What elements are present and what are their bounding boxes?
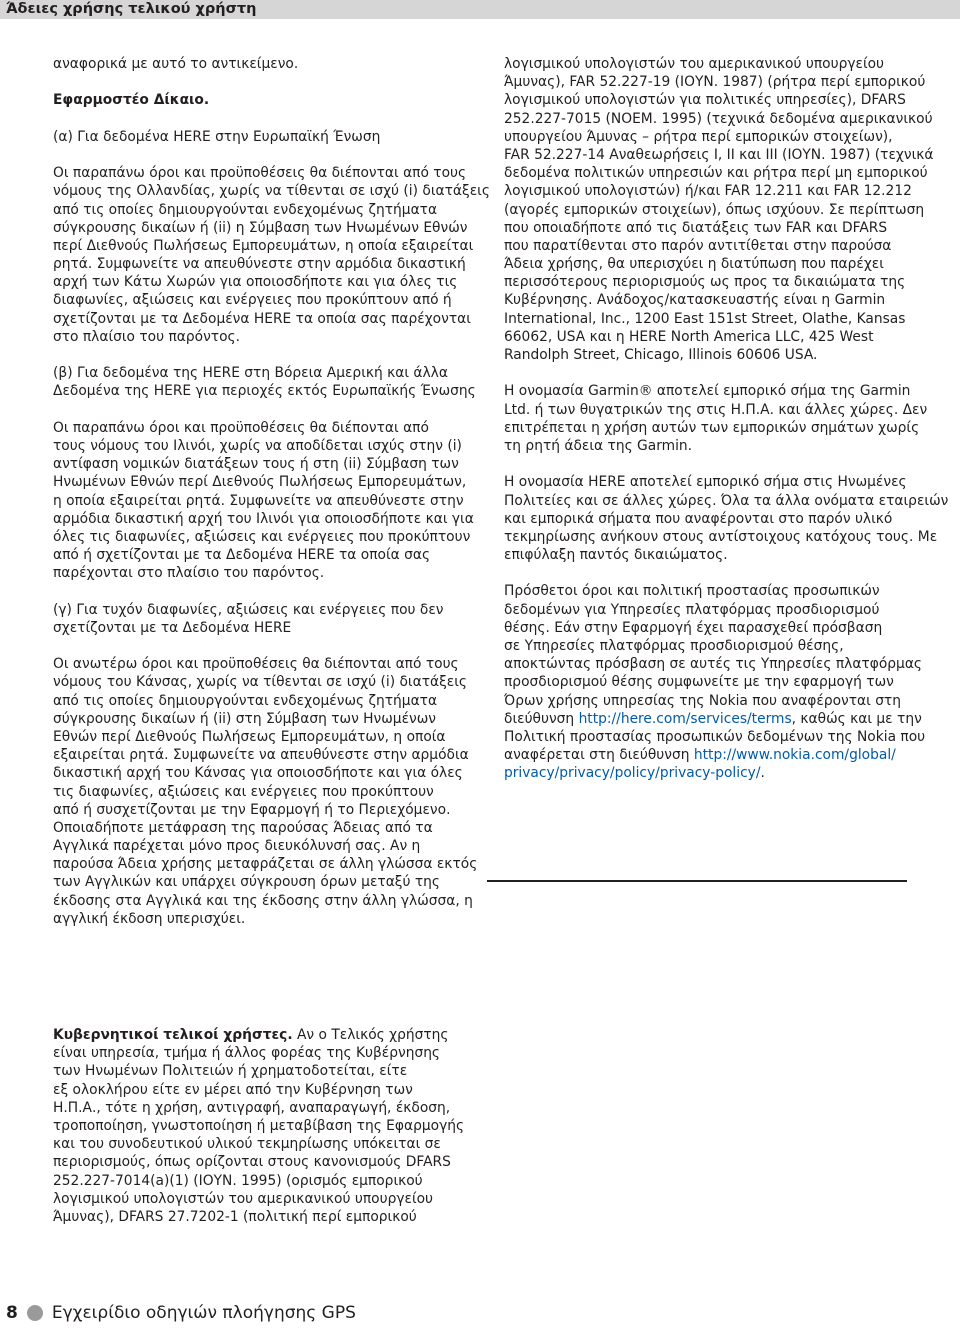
link-suffix: , καθώς και με την [791,710,922,727]
text-line: τροποποίηση, γνωστοποίηση ή μεταβίβαση της Εφαρμογής [53,1117,465,1134]
text-line: νόμους της Ολλανδίας, χωρίς να τίθενται σε ισχύ (i) διατάξεις [53,183,490,200]
text-line: (αγορές εμπορικών στοιχείων), όπως ισχύουν. Σε περίπτωση [504,201,925,218]
text-line: εξαιρείται ρητά. Συμφωνείτε να απευθύνεστε στην αρμόδια [53,747,469,764]
text-line: σχετίζονται με τα Δεδομένα HERE τα οποία σας παρέχονται [53,310,471,327]
text-line: υπουργείου Άμυνας – ρήτρα περί εμπορικών στοιχείων), [504,128,893,145]
text-line: Άμυνας), DFARS 27.7202-1 (πολιτική περί εμπορικού [53,1208,417,1225]
privacy-paragraph [504,582,926,782]
text-line: θέσης. Εάν στην Εφαρμογή έχει παρασχεθεί πρόσβαση [504,619,883,636]
government-users-section [53,1026,465,1226]
text-line: ρητά. Συμφωνείτε να απευθύνεστε στην αρμόδια δικαστική [53,256,466,273]
text-line: τεκμηρίωσης ανήκουν στους αντίστοιχους κατόχους τους. Με [504,528,938,545]
text-line: FAR 52.227-14 Αναθεωρήσεις I, II και III (ΙΟΥΝ. 1987) (τεχνικά [504,146,934,163]
text-line: λογισμικού υπολογιστών) ή/και FAR 12.211 και FAR 12.212 [504,183,912,200]
text-line [504,764,908,782]
text-line: αποκτώντας πρόσβαση σε αυτές τις Υπηρεσίες πλατφόρμας [504,656,923,673]
here-terms-link[interactable]: http://here.com/services/terms [578,710,792,727]
text-line: Ηνωμένων Εθνών περί Διεθνούς Πωλήσεως Εμπορευμάτων, [53,474,467,491]
link-suffix: . [760,765,765,782]
nokia-privacy-link[interactable]: http://www.nokia.com/global/ [693,747,896,764]
intro-line: αναφορικά με αυτό το αντικείμενο. [53,56,299,72]
text-line [504,710,922,728]
here-trademark-paragraph [504,473,949,564]
text-line: διαφωνίες, αξιώσεις και ενέργειες που προκύπτουν από ή [53,292,452,309]
header-band [0,0,960,19]
text-line: νόμους του Κάνσας, χωρίς να τίθενται σε ισχύ (i) διατάξεις [53,674,468,691]
text-line: Η.Π.Α., τότε η χρήση, αντιγραφή, αναπαραγωγή, έκδοση, [53,1099,451,1116]
far-paragraph [504,55,934,364]
text-line: είναι υπηρεσία, τμήμα ή άλλος φορέας της Κυβέρνησης [53,1045,441,1062]
text-line: περί Διεθνούς Πωλήσεως Εμπορευμάτων, η οποία εξαιρείται [53,237,474,254]
text-line: από ή σχετίζονται με τα Δεδομένα HERE τα οποία σας [53,547,431,564]
page-footer [6,1302,356,1324]
right-column [504,55,949,783]
na-subheading [53,364,476,400]
text-line: τις διαφωνίες, αξιώσεις και ενέργειες που προκύπτουν [53,783,434,800]
disputes-paragraph [53,655,478,928]
text-line: των Αγγλικών και υπάρχει σύγκρουση όρων μεταξύ της [53,874,441,891]
page-header-title: Άδειες χρήσης τελικού χρήστη [6,1,257,17]
eu-subheading: (α) Για δεδομένα HERE στην Ευρωπαϊκή Ένωση [53,128,381,145]
garmin-trademark-paragraph [504,382,928,455]
text-line: International, Inc., 1200 East 151st Street, Olathe, Kansas [504,310,906,327]
text-line: Πολιτείες και σε άλλες χώρες. Όλα τα άλλα ονόματα εταιρειών [504,492,949,509]
manual-title: Εγχειρίδιο οδηγιών πλοήγησης GPS [51,1303,356,1323]
text-line: 252.227-7015 (ΝΟΕΜ. 1995) (τεχνικά δεδομένα αμερικανικού [504,110,933,127]
nokia-privacy-link-continued[interactable]: privacy/privacy/policy/privacy-policy/ [504,765,761,782]
page-number: 8 [6,1303,18,1323]
text-line: τους νόμους του Ιλινόι, χωρίς να αποδίδεται ισχύς στην (i) [53,437,462,454]
text-line [504,746,908,764]
section-divider [487,880,907,882]
text-line: δικαστική αρχή του Κάνσας για οποιοσδήποτε και για όλες [53,765,463,782]
text-line: έκδοσης στα Αγγλικά και της έκδοσης στην άλλη γλώσσα, η [53,892,473,909]
text-line: επιφύλαξη παντός δικαιώματος. [504,547,728,564]
text-line: Άδεια χρήσης, θα υπερισχύει η διατύπωση που παρέχει [504,256,884,273]
text-line: σχετίζονται με τα Δεδομένα HERE [53,619,292,636]
text-line: Πολιτική προστασίας προσωπικών δεδομένων της Nokia που [504,728,926,745]
text-line: αγγλική έκδοση υπερισχύει. [53,910,246,927]
text-line: περισσότερους περιορισμούς ως προς τα δικαιώματα της [504,274,906,291]
text-line: από τις οποίες δημιουργούνται ενδεχομένως ζητήματα [53,692,438,709]
text-line: και εμπορικά σήματα που αναφέρονται στο παρόν υλικό [504,510,893,527]
text-line: Randolph Street, Chicago, Illinois 60606 USA. [504,347,818,363]
text-line: Ltd. ή των θυγατρικών της στις Η.Π.Α. και άλλες χώρες. Δεν [504,401,928,418]
text-line: σύγκρουσης δικαίων ή (ii) στη Σύμβαση των Ηνωμένων [53,710,436,727]
left-column [53,55,490,928]
link-prefix: αναφέρεται στη διεύθυνση [504,747,694,764]
disputes-subheading [53,601,448,637]
text-line: που παρατίθενται στο παρόν αντιτίθεται στην παρούσα [504,237,892,254]
text-line: Πρόσθετοι όροι και πολιτική προστασίας προσωπικών [504,583,880,600]
text-line: και του συνοδευτικού υλικού τεκμηρίωσης υπόκειται σε [53,1136,441,1153]
text-line: εξ ολοκλήρου είτε εν μέρει από την Κυβέρνηση των [53,1081,413,1098]
heading-line-rest: Αν ο Τελικός χρήστης [292,1027,449,1043]
text-line: αρμόδια δικαστική αρχή του Ιλινόι για οποιοσδήποτε και για [53,510,474,527]
text-line: που οποιαδήποτε από τις διατάξεις των FAR και DFARS [504,219,888,236]
text-line: λογισμικού υπολογιστών του αμερικανικού υπουργείου [53,1190,434,1207]
text-line: των Ηνωμένων Πολιτειών ή χρηματοδοτείται, είτε [53,1063,408,1080]
text-line: από τις οποίες δημιουργούνται ενδεχομένως ζητήματα [53,201,438,218]
text-line: 252.227-7014(a)(1) (ΙΟΥΝ. 1995) (ορισμός εμπορικού [53,1172,423,1189]
text-line: Εθνών περί Διεθνούς Πωλήσεως Εμπορευμάτων, η οποία [53,728,446,745]
text-line: περιορισμούς, όπως ορίζονται στους κανονισμούς DFARS [53,1154,451,1171]
text-line: επιτρέπεται η χρήση αυτών των εμπορικών σημάτων χωρίς [504,419,920,436]
text-line: Οι ανωτέρω όροι και προϋποθέσεις θα διέπονται από τους [53,656,459,673]
text-line: δεδομένων για Υπηρεσίες πλατφόρμας προσδιορισμού [504,601,880,618]
text-line: Δεδομένα της HERE για περιοχές εκτός Ευρωπαϊκής Ένωσης [53,383,476,400]
text-line: Οποιαδήποτε μετάφραση της παρούσας Άδειας από τα [53,819,433,836]
text-line: Άμυνας), FAR 52.227-19 (ΙΟΥΝ. 1987) (ρήτρα περί εμπορικού [504,74,926,91]
text-line: αντίφαση νομικών διατάξεων τους ή στη (ii) Σύμβαση των [53,456,459,473]
text-line: Η ονομασία HERE αποτελεί εμπορικό σήμα στις Ηνωμένες [504,474,907,491]
text-line [53,1026,448,1044]
text-line: Όρων χρήσης υπηρεσίας της Nokia που αναφέρονται στη [504,692,901,709]
text-line: λογισμικού υπολογιστών για πολιτικές υπηρεσίες), DFARS [504,92,906,109]
governing-law-heading: Εφαρμοστέο Δίκαιο. [53,92,210,109]
text-line: όλες τις διαφωνίες, αξιώσεις και ενέργειες που προκύπτουν [53,528,471,545]
text-line: λογισμικού υπολογιστών του αμερικανικού υπουργείου [504,56,885,72]
text-line: Οι παραπάνω όροι και προϋποθέσεις θα διέπονται από [53,419,429,436]
bullet-dot-icon [27,1305,43,1321]
text-line: παρούσα Άδεια χρήσης μεταφράζεται σε άλλη γλώσσα εκτός [53,856,478,873]
text-line: Οι παραπάνω όροι και προϋποθέσεις θα διέπονται από τους [53,165,467,182]
text-line: σύγκρουσης δικαίων ή (ii) η Σύμβαση των Ηνωμένων Εθνών [53,219,468,236]
text-line: Αγγλικά παρέχεται μόνο προς διευκόλυνσή σας. Αν η [53,838,421,855]
text-line: Η ονομασία Garmin® αποτελεί εμπορικό σήμα της Garmin [504,383,911,400]
text-line: τη ρητή άδεια της Garmin. [504,437,693,454]
link-prefix: διεύθυνση [504,710,579,727]
text-line: σε Υπηρεσίες πλατφόρμας προσδιορισμού θέσης, [504,638,844,654]
text-line: (β) Για δεδομένα της HERE στη Βόρεια Αμερική και άλλα [53,365,448,382]
text-line: 66062, USA και η HERE North America LLC, 425 West [504,328,874,345]
text-line: δεδομένα πολιτικών υπηρεσιών και ρήτρα περί μη εμπορικού [504,165,928,182]
text-line: η οποία εξαιρείται ρητά. Συμφωνείτε να απευθύνεστε στην [53,492,464,509]
text-line: (γ) Για τυχόν διαφωνίες, αξιώσεις και ενέργειες που δεν [53,601,444,618]
text-line: παρέχονται στο πλαίσιο του παρόντος. [53,565,325,582]
text-line: αρχή των Κάτω Χωρών για οποιοσδήποτε και για όλες τις [53,274,458,291]
na-paragraph [53,419,474,583]
text-line: στο πλαίσιο του παρόντος. [53,328,241,345]
text-line: προσδιορισμού θέσης συμφωνείτε με την εφαρμογή των [504,674,894,691]
text-line: από ή συσχετίζονται με την Εφαρμογή ή το Περιεχόμενο. [53,801,451,818]
eu-paragraph [53,164,490,346]
government-users-heading: Κυβερνητικοί τελικοί χρήστες. [53,1027,293,1043]
text-line: Κυβέρνησης. Ανάδοχος/κατασκευαστής είναι η Garmin [504,292,886,309]
